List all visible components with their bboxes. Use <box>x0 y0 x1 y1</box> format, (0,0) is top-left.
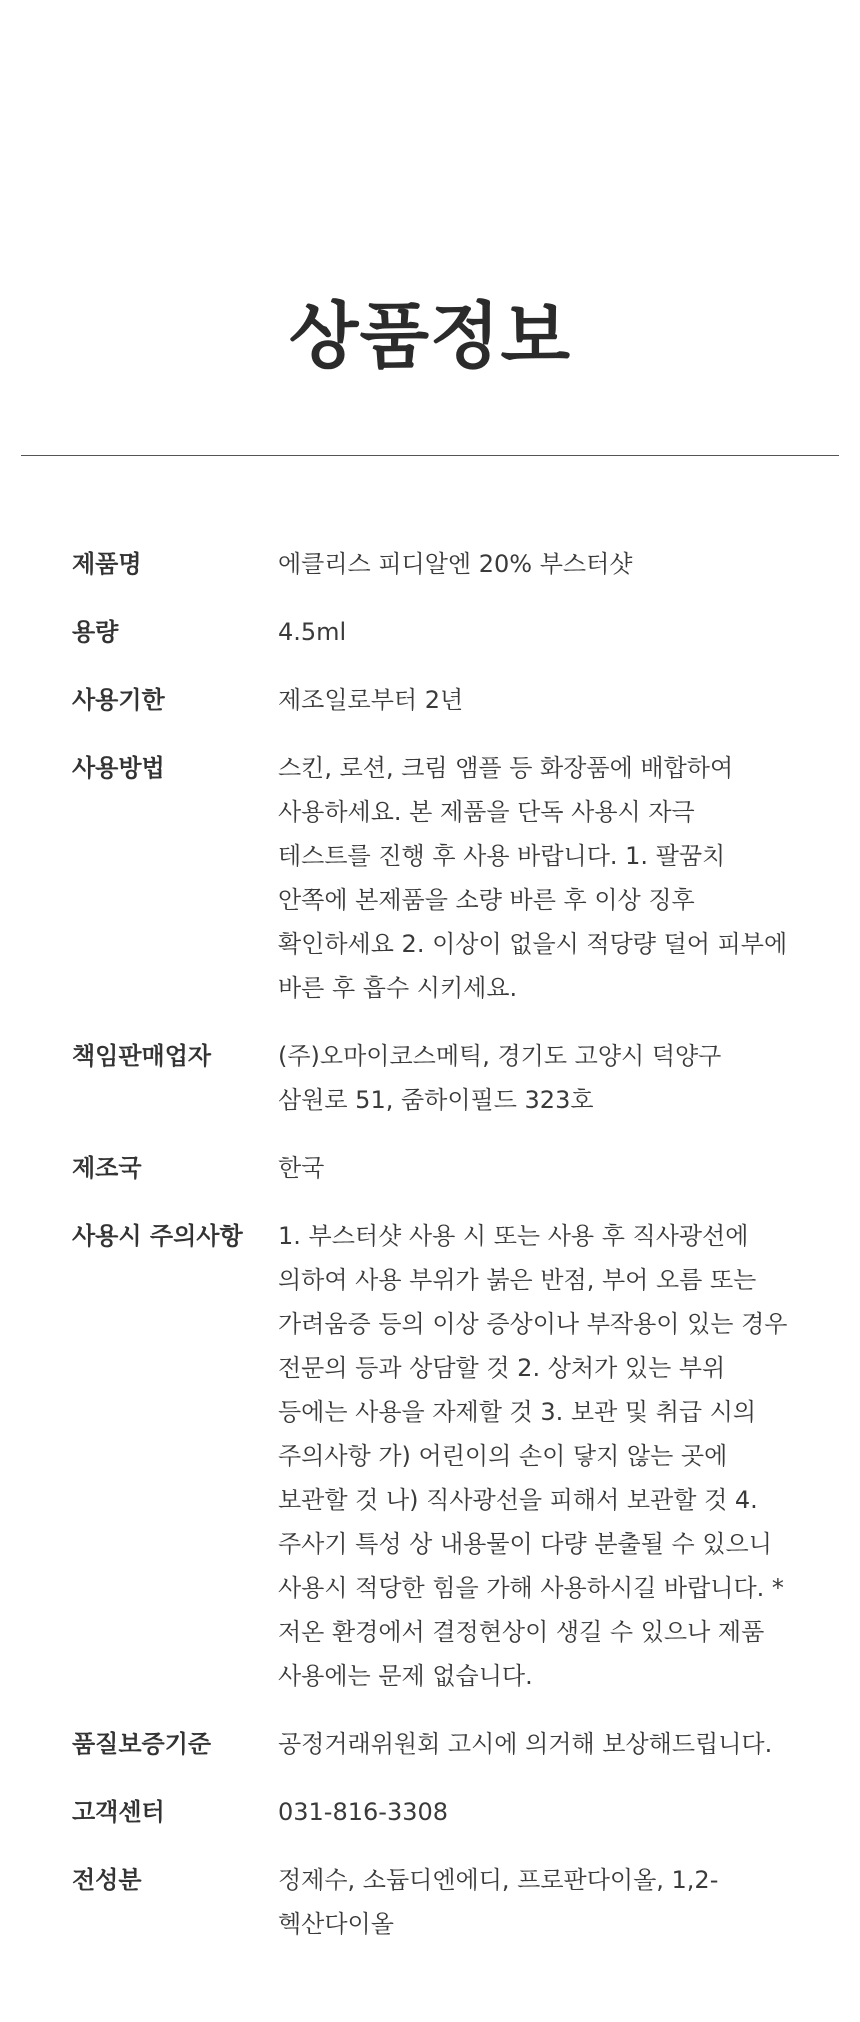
info-value: 4.5ml <box>278 618 347 646</box>
info-label: 제조국 <box>72 1154 142 1182</box>
info-value: 정제수, 소듐디엔에디, 프로판다이올, 1,2-헥산다이올 <box>278 1866 719 1938</box>
info-row-cautions <box>72 1214 792 1698</box>
info-row-usage <box>72 746 792 1010</box>
info-value: 공정거래위원회 고시에 의거해 보상해드립니다. <box>278 1730 773 1758</box>
info-row-customer-center <box>72 1790 792 1834</box>
info-row-ingredients <box>72 1858 792 1946</box>
info-value: 한국 <box>278 1154 325 1182</box>
info-label: 고객센터 <box>72 1798 165 1826</box>
page-title: 상품정보 <box>288 294 572 378</box>
info-value: 에클리스 피디알엔 20% 부스터샷 <box>278 550 633 578</box>
product-info-table <box>72 542 792 1970</box>
info-label: 사용방법 <box>72 754 165 782</box>
info-row-country <box>72 1146 792 1190</box>
info-label: 품질보증기준 <box>72 1730 212 1758</box>
info-value: 스킨, 로션, 크림 앰플 등 화장품에 배합하여 사용하세요. 본 제품을 단독 사용시 자극 테스트를 진행 후 사용 바랍니다. 1. 팔꿈치 안쪽에 본제품을 소량 바른 후 이상 징후 확인하세요 2. 이상이 없을시 적당량 덜어 피부에 바른 후 흡수 시키세요. <box>278 754 788 1002</box>
info-value: (주)오마이코스메틱, 경기도 고양시 덕양구 삼원로 51, 줌하이필드 323호 <box>278 1042 722 1114</box>
info-label: 책임판매업자 <box>72 1042 212 1070</box>
info-row-expiry <box>72 678 792 722</box>
info-label: 사용기한 <box>72 686 165 714</box>
info-row-seller <box>72 1034 792 1122</box>
info-row-quality-guarantee <box>72 1722 792 1766</box>
info-label: 전성분 <box>72 1866 142 1894</box>
info-value: 031-816-3308 <box>278 1798 449 1826</box>
info-value: 1. 부스터샷 사용 시 또는 사용 후 직사광선에 의하여 사용 부위가 붉은 반점, 부어 오름 또는 가려움증 등의 이상 증상이나 부작용이 있는 경우 전문의 등과 상담할 것 2. 상처가 있는 부위 등에는 사용을 자제할 것 3. 보관 및 취급 시의 주의사항 가) 어린이의 손이 닿지 않는 곳에 보관할 것 나) 직사광선을 피해서 보관할 것 4. 주사기 특성 상 내용물이 다량 분출될 수 있으니 사용시 적당한 힘을 가해 사용하시길 바랍니다. *저온 환경에서 결정현상이 생길 수 있으나 제품 사용에는 문제 없습니다. <box>278 1222 788 1690</box>
info-row-volume <box>72 610 792 654</box>
info-label: 제품명 <box>72 550 142 578</box>
title-divider <box>21 455 839 456</box>
info-value: 제조일로부터 2년 <box>278 686 464 714</box>
info-label: 사용시 주의사항 <box>72 1222 243 1250</box>
info-row-product-name <box>72 542 792 586</box>
info-label: 용량 <box>72 618 119 646</box>
